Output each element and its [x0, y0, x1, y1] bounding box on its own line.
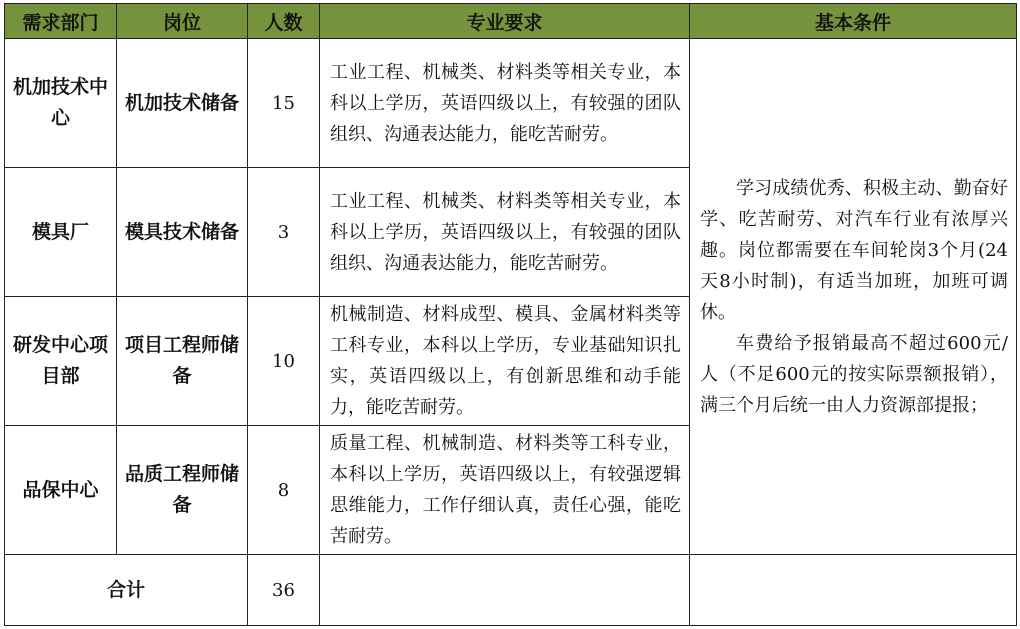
header-dept: 需求部门: [5, 4, 117, 39]
header-requirement: 专业要求: [320, 4, 690, 39]
requirement-cell: 工业工程、机械类、材料类等相关专业，本科以上学历，英语四级以上，有较强的团队组织、沟通表达能力，能吃苦耐劳。: [320, 168, 690, 297]
recruitment-table: [4, 3, 1017, 626]
dept-cell: 研发中心项目部: [5, 297, 117, 426]
total-label: 合计: [5, 555, 248, 626]
header-post: 岗位: [117, 4, 248, 39]
post-cell: 模具技术储备: [117, 168, 248, 297]
condition-paragraph-1: 学习成绩优秀、积极主动、勤奋好学、吃苦耐劳、对汽车行业有浓厚兴趣。岗位都需要在车间轮岗3个月(24天8小时制)，有适当加班，加班可调休。: [700, 177, 1008, 323]
dept-cell: 机加技术中心: [5, 39, 117, 168]
requirement-cell: 工业工程、机械类、材料类等相关专业，本科以上学历，英语四级以上，有较强的团队组织、沟通表达能力，能吃苦耐劳。: [320, 39, 690, 168]
condition-cell: [690, 39, 1017, 555]
header-condition: 基本条件: [690, 4, 1017, 39]
count-cell: 8: [248, 426, 320, 555]
dept-cell: 品保中心: [5, 426, 117, 555]
post-cell: 项目工程师储备: [117, 297, 248, 426]
total-row: [5, 555, 1017, 626]
total-condition-empty: [690, 555, 1017, 626]
header-row: [5, 4, 1017, 39]
count-cell: 3: [248, 168, 320, 297]
table-row: [5, 39, 1017, 168]
post-cell: 品质工程师储备: [117, 426, 248, 555]
header-count: 人数: [248, 4, 320, 39]
dept-cell: 模具厂: [5, 168, 117, 297]
requirement-cell: 质量工程、机械制造、材料类等工科专业，本科以上学历，英语四级以上，有较强逻辑思维能力，工作仔细认真，责任心强，能吃苦耐劳。: [320, 426, 690, 555]
condition-paragraph-2: 车费给予报销最高不超过600元/人（不足600元的按实际票额报销），满三个月后统一由人力资源部提报；: [700, 332, 1008, 416]
count-cell: 10: [248, 297, 320, 426]
requirement-cell: 机械制造、材料成型、模具、金属材料类等工科专业，本科以上学历，专业基础知识扎实，英语四级以上，有创新思维和动手能力，能吃苦耐劳。: [320, 297, 690, 426]
count-cell: 15: [248, 39, 320, 168]
total-count: 36: [248, 555, 320, 626]
total-requirement-empty: [320, 555, 690, 626]
post-cell: 机加技术储备: [117, 39, 248, 168]
